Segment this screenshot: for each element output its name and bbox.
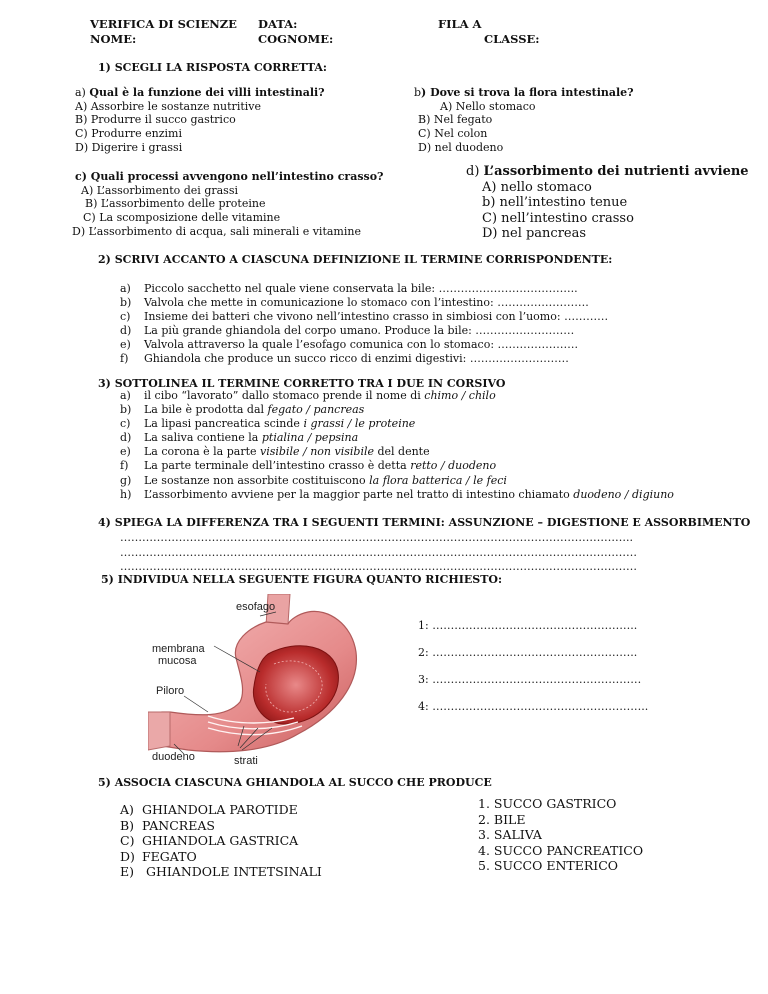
gland-item: D) FEGATO — [120, 848, 197, 864]
option: D) L’assorbimento di acqua, sali minerali e vitamine — [72, 224, 361, 238]
label-pylorus: Piloro — [156, 685, 185, 697]
question-c — [72, 170, 384, 239]
test-title: VERIFICA DI SCIENZE — [90, 17, 237, 31]
gland-item: A) GHIANDOLA PAROTIDE — [120, 802, 298, 817]
definition-item: f) Ghiandola che produce un succo ricco di enzimi digestivi: ……………………… — [120, 352, 569, 366]
option: B) Nel fegato — [418, 113, 493, 127]
underline-item: d) La saliva contiene la ptialina / pepsina — [120, 431, 359, 445]
juice-item: 4. SUCCO PANCREATICO — [478, 842, 644, 858]
option: C) nell’intestino crasso — [482, 210, 634, 226]
glands-list — [120, 802, 322, 880]
label-membrane: membrana — [152, 643, 205, 655]
name-label: NOME: — [90, 32, 137, 46]
option: C) Produrre enzimi — [75, 127, 182, 141]
class-label: CLASSE: — [484, 32, 540, 46]
question-a-text: Qual è la funzione dei villi intestinali? — [89, 86, 325, 99]
definition-item: d) La più grande ghiandola del corpo umano. Produce la bile: ……………………… — [120, 324, 575, 338]
question-d-text: L’assorbimento dei nutrienti avviene — [483, 164, 749, 179]
section-4-title: 4) SPIEGA LA DIFFERENZA TRA I SEGUENTI TERMINI: ASSUNZIONE – DIGESTIONE E ASSORBIMENTO — [98, 516, 751, 529]
question-c-text: c) Quali processi avvengono nell’intestino crasso? — [75, 170, 384, 183]
option: B) L’assorbimento delle proteine — [85, 197, 266, 211]
figure-answer-1: 1: ……………………………………………….. — [418, 619, 638, 632]
option: A) Nello stomaco — [440, 99, 536, 113]
underline-item: e) La corona è la parte visibile / non visibile del dente — [120, 445, 430, 459]
section-1-title: 1) SCEGLI LA RISPOSTA CORRETTA: — [98, 61, 327, 74]
option: D) Digerire i grassi — [75, 140, 183, 154]
option: B) Produrre il succo gastrico — [75, 113, 236, 127]
surname-label: COGNOME: — [258, 32, 334, 46]
section-3-title: 3) SOTTOLINEA IL TERMINE CORRETTO TRA I DUE IN CORSIVO — [98, 377, 506, 390]
underline-list — [120, 389, 674, 502]
label-esophagus: esofago — [236, 601, 276, 613]
date-label: DATA: — [258, 17, 298, 31]
answer-line: ………………………………………………………………………………………………………………………….. — [120, 531, 633, 544]
question-a-prefix: a) — [75, 86, 86, 99]
option: A) L’assorbimento dei grassi — [81, 183, 238, 197]
answer-line: …………………………………………………………………………………………………………………………… — [120, 560, 637, 573]
underline-item: c) La lipasi pancreatica scinde i grassi / le proteine — [120, 417, 416, 431]
answer-lines — [120, 531, 637, 575]
juice-item: 3. SALIVA — [478, 827, 542, 842]
stomach-figure — [148, 594, 400, 766]
figure-answer-3: 3: ………………………………………………… — [418, 673, 642, 686]
gland-item: B) PANCREAS — [120, 817, 215, 833]
option: D) nel pancreas — [482, 226, 587, 242]
underline-item: g) Le sostanze non assorbite costituiscono la flora batterica / le feci — [120, 473, 507, 487]
question-b — [414, 86, 634, 155]
juice-item: 2. BILE — [478, 811, 526, 827]
underline-item: h) L’assorbimento avviene per la maggior parte nel tratto di intestino chiamato duodeno / digiuno — [120, 487, 674, 501]
figure-answer-2: 2: ……………………………………………….. — [418, 646, 638, 659]
option: A) nello stomaco — [482, 179, 592, 195]
section-6-title: 5) ASSOCIA CIASCUNA GHIANDOLA AL SUCCO CHE PRODUCE — [98, 776, 492, 789]
gland-item: C) GHIANDOLA GASTRICA — [120, 833, 299, 848]
figure-answer-4: 4: ………………………………………………….. — [418, 700, 649, 713]
definition-item: a) Piccolo sacchetto nel quale viene conservata la bile: ……………………………….. — [120, 282, 578, 295]
question-b-text: ) Dove si trova la flora intestinale? — [421, 86, 634, 99]
question-d — [466, 164, 749, 242]
label-mucosa: mucosa — [158, 655, 197, 667]
section-2-title: 2) SCRIVI ACCANTO A CIASCUNA DEFINIZIONE IL TERMINE CORRISPONDENTE: — [98, 253, 613, 266]
option: C) La scomposizione delle vitamine — [83, 211, 281, 225]
definition-item: b) Valvola che mette in comunicazione lo stomaco con l’intestino: ……………………. — [120, 296, 589, 310]
answer-line: …………………………………………………………………………………………………………………………… — [120, 545, 637, 559]
row-label: FILA A — [438, 17, 482, 31]
definitions-list — [120, 282, 608, 367]
label-layers: strati — [234, 755, 258, 766]
juice-item: 5. SUCCO ENTERICO — [478, 858, 619, 873]
underline-item: f) La parte terminale dell’intestino crasso è detta retto / duodeno — [120, 459, 497, 473]
definition-item: e) Valvola attraverso la quale l’esofago comunica con lo stomaco: …………………. — [120, 338, 579, 352]
question-d-prefix: d) — [466, 164, 480, 179]
definition-item: c) Insieme dei batteri che vivono nell’intestino crasso in simbiosi con l’uomo: ………… — [120, 310, 609, 324]
option: C) Nel colon — [418, 127, 488, 141]
section-5-title: 5) INDIVIDUA NELLA SEGUENTE FIGURA QUANTO RICHIESTO: — [101, 573, 503, 586]
question-a — [75, 86, 325, 155]
option: b) nell’intestino tenue — [482, 195, 628, 211]
underline-item: b) La bile è prodotta dal fegato / pancreas — [120, 403, 365, 417]
option: A) Assorbire le sostanze nutritive — [75, 99, 262, 113]
juice-item: 1. SUCCO GASTRICO — [478, 796, 617, 811]
underline-item: a) il cibo “lavorato” dallo stomaco prende il nome di chimo / chilo — [120, 389, 496, 402]
question-b-prefix: b — [414, 86, 422, 99]
gland-item: E) GHIANDOLE INTETSINALI — [120, 864, 322, 879]
juices-list — [478, 796, 643, 874]
option: D) nel duodeno — [418, 140, 504, 154]
label-duodenum: duodeno — [152, 751, 195, 763]
